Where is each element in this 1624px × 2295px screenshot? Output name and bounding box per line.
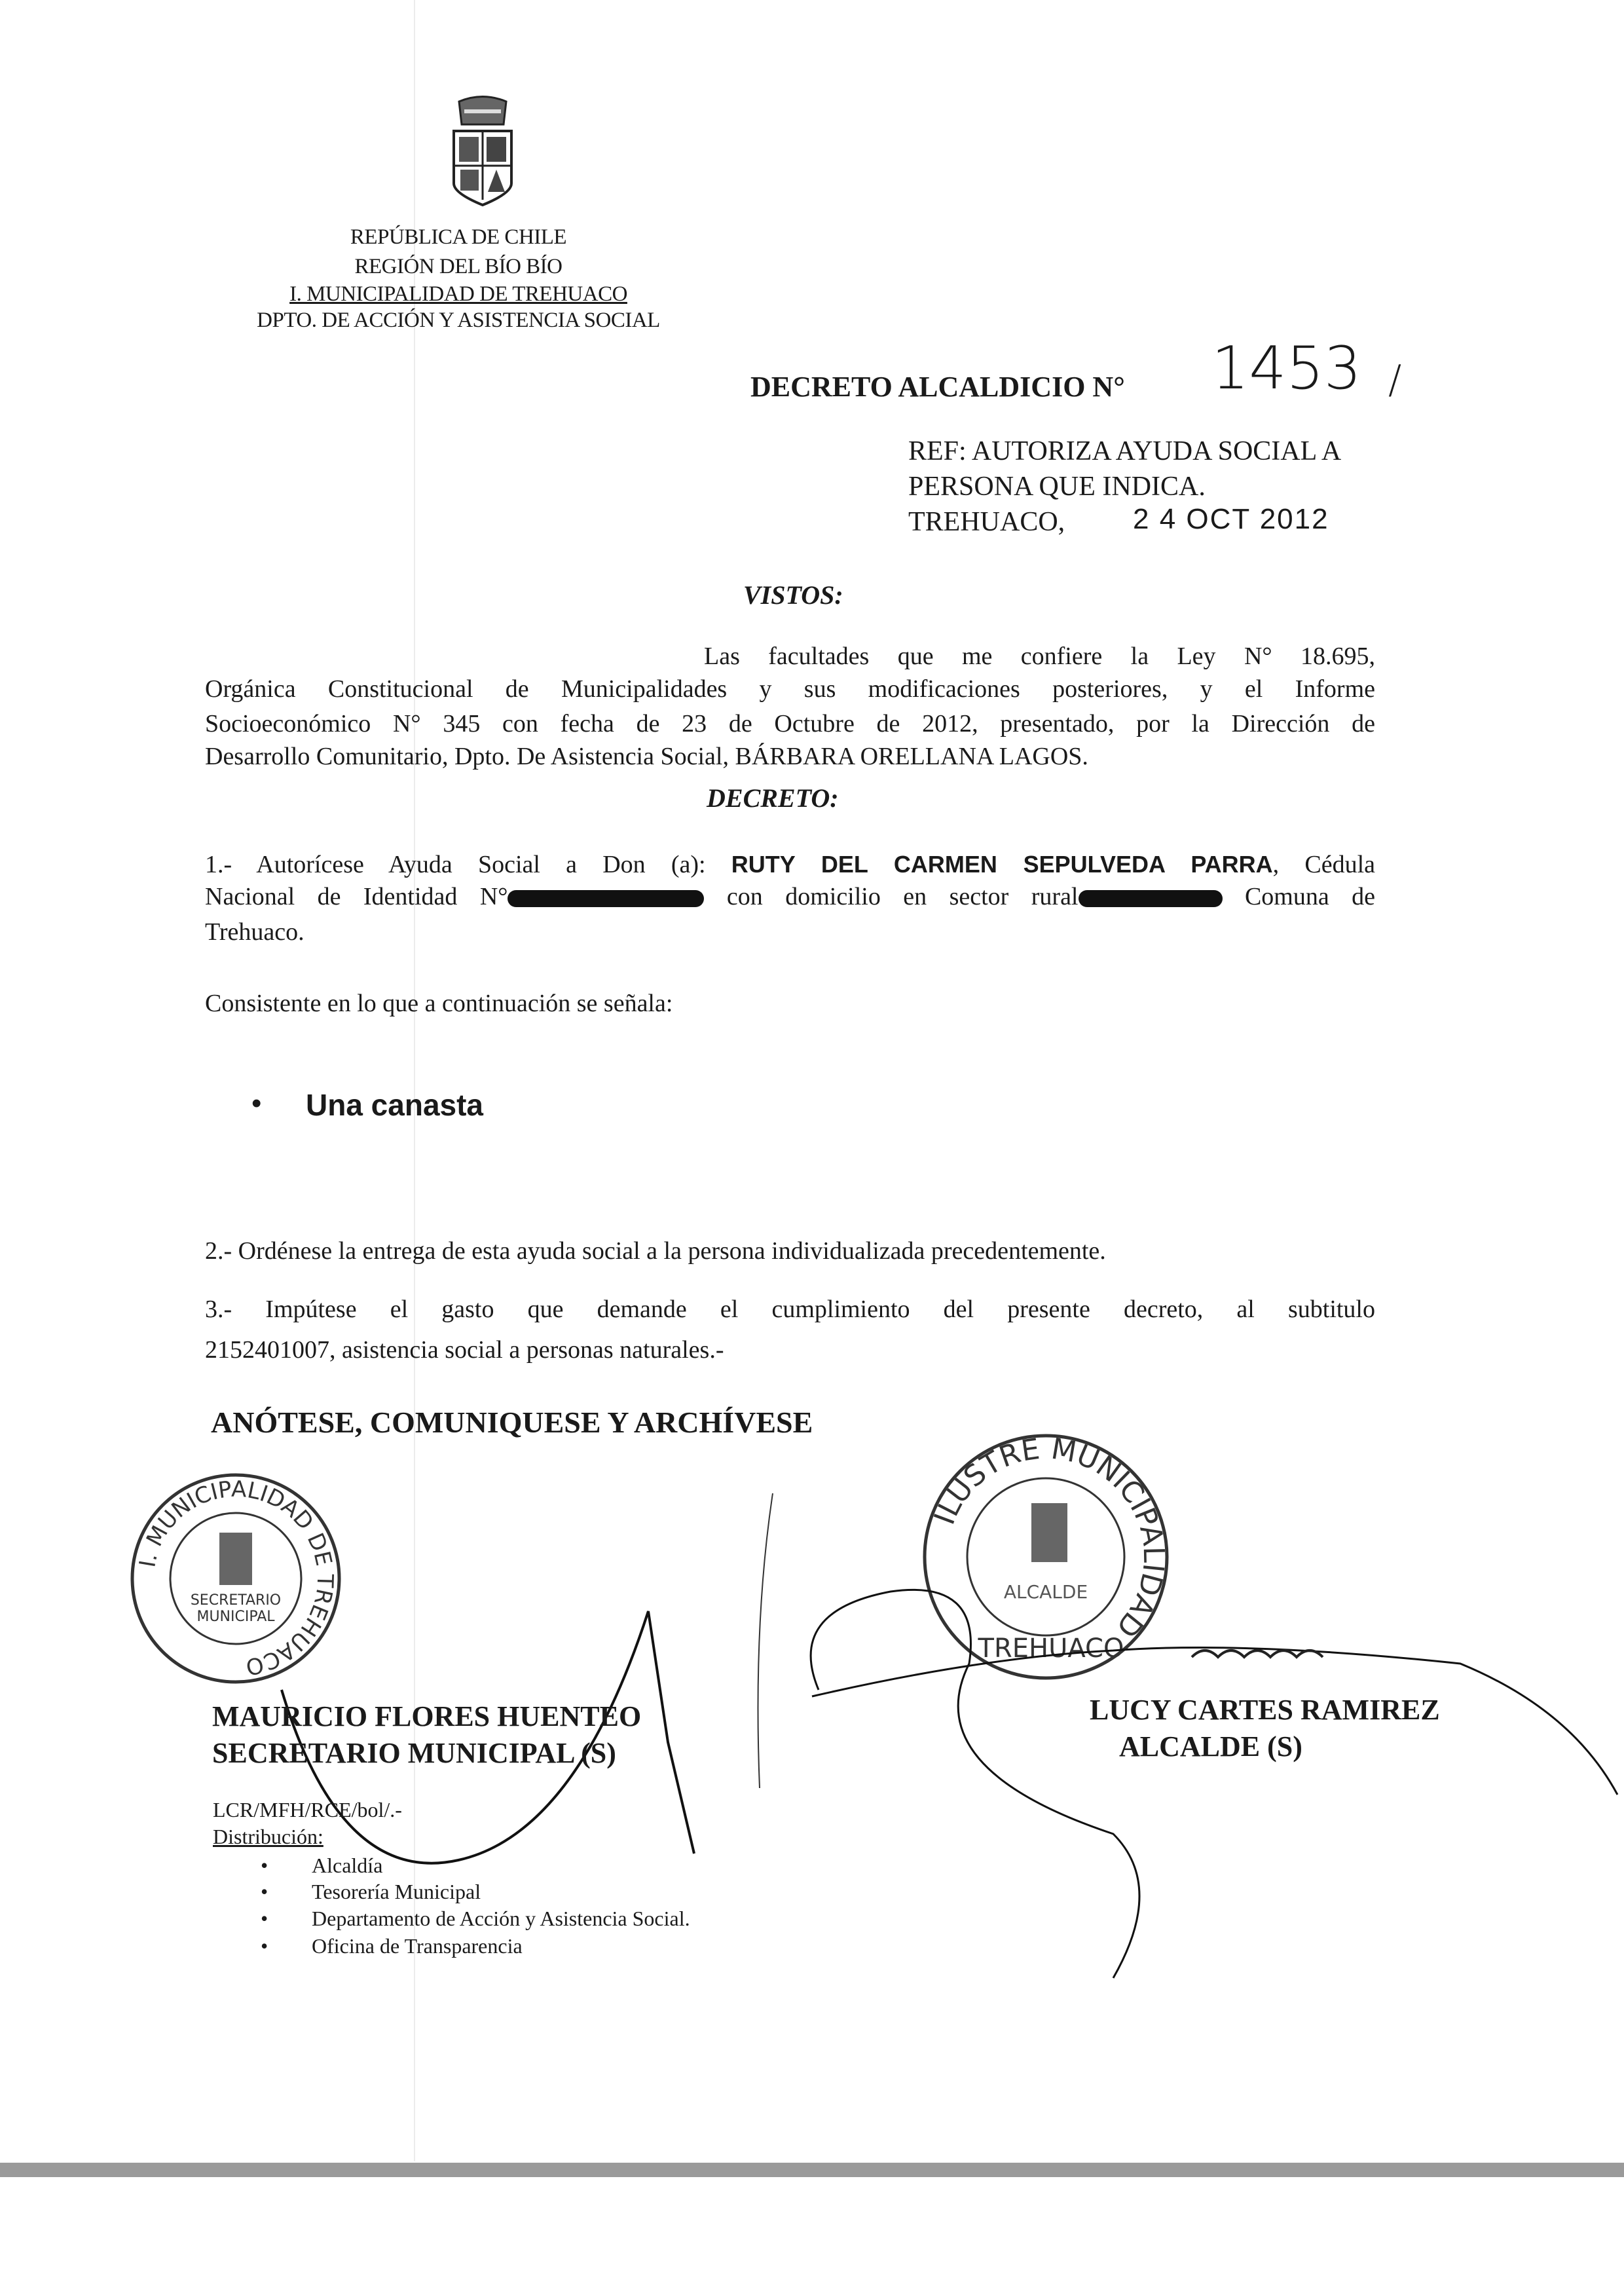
secretary-name: MAURICIO FLORES HUENTEO bbox=[212, 1700, 642, 1732]
redacted-id bbox=[507, 890, 704, 907]
municipal-crest-logo bbox=[446, 95, 519, 206]
distribution-item: Tesorería Municipal bbox=[312, 1880, 481, 1903]
comuna-label: Comuna de bbox=[1244, 883, 1376, 910]
svg-text:ILUSTRE MUNICIPALIDAD: ILUSTRE MUNICIPALIDAD bbox=[927, 1432, 1171, 1644]
header-region: REGIÓN DEL BÍO BÍO bbox=[354, 255, 563, 278]
id-label: Nacional de Identidad N° bbox=[205, 883, 508, 910]
date-stamp: 2 4 OCT 2012 bbox=[1133, 503, 1329, 535]
decreto-heading: DECRETO: bbox=[707, 783, 839, 813]
item1-line-2 bbox=[205, 882, 1375, 911]
item1-line-3: Trehuaco. bbox=[205, 918, 304, 946]
bullet-icon: • bbox=[261, 1880, 268, 1903]
aid-item: Una canasta bbox=[306, 1088, 484, 1122]
bullet-icon: • bbox=[261, 1934, 268, 1958]
bullet-icon: • bbox=[261, 1854, 268, 1877]
item3-line-2: 2152401007, asistencia social a personas naturales.- bbox=[205, 1336, 724, 1364]
svg-text:SECRETARIO: SECRETARIO bbox=[190, 1592, 282, 1609]
header-departamento: DPTO. DE ACCIÓN Y ASISTENCIA SOCIAL bbox=[257, 308, 660, 332]
initials: LCR/MFH/RCE/bol/.- bbox=[213, 1798, 402, 1821]
decree-number-handwritten: 1453 bbox=[1211, 334, 1362, 403]
vistos-line-1: Las facultades que me confiere la Ley N° 18.695, bbox=[704, 643, 1375, 670]
distribution-item: Departamento de Acción y Asistencia Social. bbox=[312, 1907, 690, 1930]
distribution-label: Distribución: bbox=[213, 1825, 323, 1848]
ref-line-1: REF: AUTORIZA AYUDA SOCIAL A bbox=[908, 436, 1342, 466]
consistente-text: Consistente en lo que a continuación se señala: bbox=[205, 990, 673, 1017]
vistos-line-3: Socioeconómico N° 345 con fecha de 23 de Octubre de 2012, presentado, por la Dirección de bbox=[205, 710, 1375, 737]
secretary-title: SECRETARIO MUNICIPAL (S) bbox=[212, 1737, 616, 1769]
decree-title: DECRETO ALCALDICIO N° bbox=[750, 371, 1125, 403]
bullet-icon: • bbox=[251, 1087, 262, 1119]
vistos-line-2: Orgánica Constitucional de Municipalidades y sus modificaciones posteriores, y el Informe bbox=[205, 675, 1375, 703]
item1-prefix: 1.- Autorícese Ayuda Social a Don (a): bbox=[205, 851, 706, 878]
item1-line-1 bbox=[205, 850, 1375, 879]
ref-line-2: PERSONA QUE INDICA. bbox=[908, 472, 1206, 502]
bullet-icon: • bbox=[261, 1907, 268, 1930]
svg-text:ALCALDE: ALCALDE bbox=[1003, 1581, 1088, 1603]
item1-suffix: , Cédula bbox=[1272, 851, 1375, 878]
distribution-item: Alcaldía bbox=[312, 1854, 383, 1877]
item2-text: 2.- Ordénese la entrega de esta ayuda social a la persona individualizada precedentemente. bbox=[205, 1237, 1106, 1265]
vistos-line-4: Desarrollo Comunitario, Dpto. De Asistencia Social, BÁRBARA ORELLANA LAGOS. bbox=[205, 743, 1088, 770]
svg-text:TREHUACO: TREHUACO bbox=[978, 1633, 1124, 1664]
mayor-name: LUCY CARTES RAMIREZ bbox=[1090, 1694, 1440, 1726]
closing-text: ANÓTESE, COMUNIQUESE Y ARCHÍVESE bbox=[211, 1406, 813, 1439]
header-municipalidad: I. MUNICIPALIDAD DE TREHUACO bbox=[289, 282, 627, 306]
scan-edge-band bbox=[0, 2163, 1624, 2177]
header-republica: REPÚBLICA DE CHILE bbox=[350, 225, 567, 249]
address-label: con domicilio en sector rural bbox=[726, 883, 1079, 910]
item3-line-1: 3.- Impútese el gasto que demande el cumplimiento del presente decreto, al subtitulo bbox=[205, 1296, 1375, 1323]
svg-text:MUNICIPAL: MUNICIPAL bbox=[196, 1609, 275, 1625]
handwritten-mark: / bbox=[1388, 357, 1402, 403]
vistos-heading: VISTOS: bbox=[743, 580, 843, 610]
place: TREHUACO, bbox=[908, 507, 1065, 537]
redacted-sector bbox=[1079, 890, 1223, 907]
svg-text:I. MUNICIPALIDAD DE TREHUACO: I. MUNICIPALIDAD DE TREHUACO bbox=[134, 1476, 339, 1681]
beneficiary-name: RUTY DEL CARMEN SEPULVEDA PARRA bbox=[731, 851, 1273, 878]
mayor-title: ALCALDE (S) bbox=[1119, 1730, 1302, 1763]
distribution-item: Oficina de Transparencia bbox=[312, 1934, 523, 1958]
